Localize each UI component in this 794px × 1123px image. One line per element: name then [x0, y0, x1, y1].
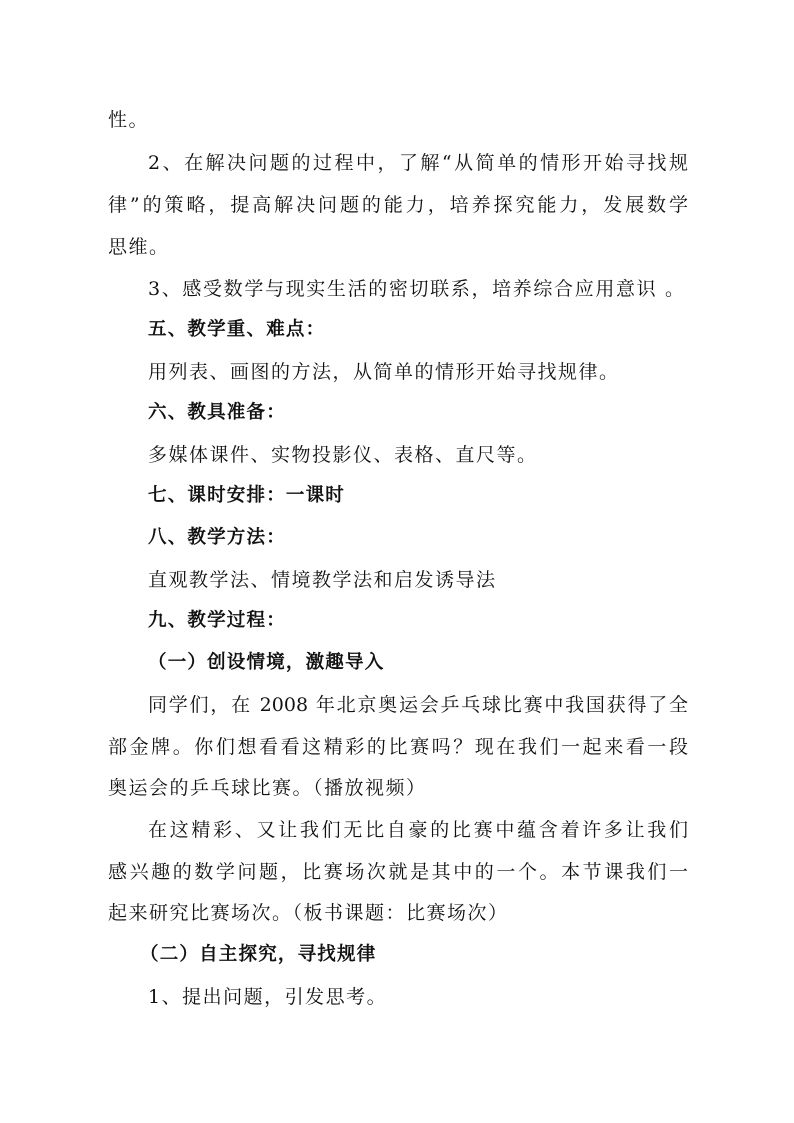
text-line: 起来研究比赛场次。（板书课题：比赛场次）	[108, 902, 509, 924]
text-line: 感兴趣的数学问题，比赛场次就是其中的一个。本节课我们一	[108, 861, 688, 883]
text-line: 直观教学法、情境教学法和启发诱导法	[148, 569, 497, 591]
text-line: 3、感受数学与现实生活的密切联系，培养综合应用意识 。	[148, 278, 684, 300]
subsection-heading: （二）自主探究，寻找规律	[140, 944, 377, 965]
section-heading: 九、教学过程：	[148, 610, 286, 631]
text-line: 部金牌。你们想看看这精彩的比赛吗？现在我们一起来看一段	[108, 736, 688, 758]
text-line: 同学们，在 2008 年北京奥运会乒乓球比赛中我国获得了全	[148, 694, 688, 716]
text-line: 用列表、画图的方法，从简单的情形开始寻找规律。	[148, 361, 620, 383]
section-heading: 五、教学重、难点：	[148, 319, 326, 340]
text-line: 在这精彩、又让我们无比自豪的比赛中蕴含着许多让我们	[148, 819, 688, 841]
section-heading: 六、教具准备：	[148, 402, 286, 423]
text-line: 多媒体课件、实物投影仪、表格、直尺等。	[148, 444, 538, 466]
text-line: 性。	[108, 109, 150, 131]
text-line: 律”的策略，提高解决问题的能力，培养探究能力，发展数学	[108, 194, 688, 216]
subsection-heading: （一）创设情境，激趣导入	[148, 652, 385, 673]
section-heading: 七、课时安排：一课时	[148, 485, 346, 506]
section-heading: 八、教学方法：	[148, 527, 286, 548]
text-line: 奥运会的乒乓球比赛。（播放视频）	[108, 777, 427, 799]
text-line: 1、提出问题，引发思考。	[148, 986, 388, 1008]
text-line: 2、在解决问题的过程中，了解“从简单的情形开始寻找规	[148, 152, 688, 174]
text-line: 思维。	[108, 236, 170, 258]
